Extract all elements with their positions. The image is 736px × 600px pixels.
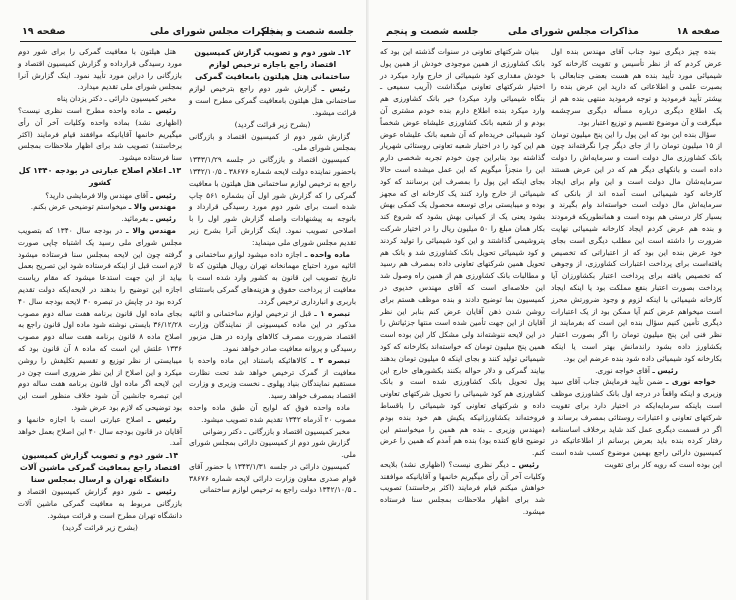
session-title: جلسه شصت و پنجم (261, 26, 354, 37)
paragraph (18, 414, 182, 449)
text: گزارش شور دوم از کمیسیون دارائی بمجلس شورای ملی. (189, 438, 356, 460)
page-number: صفحه ۱۸ (676, 26, 720, 37)
text: ماده واحده مطرح است نظری نیست؟ (اظهاری نشد) بماده واحده وکلیات آخر آن رأی میگیریم خانمها آقایانیکه موافقند قیام فرمایند (اکثر برخاستند) تصویب شد برای اظهار ملاحظات بمجلس سنا فرستاده میشود. (18, 105, 182, 163)
text: (بشرح زیر قرائت گردید) (62, 522, 138, 532)
paragraph (189, 249, 356, 308)
text: گزارش شور دوم راجع بترخیص لوازم ساختمانی هتل هیلتون بامعافیت گمرکی مطرح است و قرائت میشود. (189, 84, 356, 117)
centered-note (18, 522, 182, 534)
speaker-label: تبصره ۱ ـ (314, 308, 351, 318)
text: مخبر کمیسیون دارائی ـ دکتر یزدان پناه (56, 94, 176, 104)
paragraph (189, 154, 356, 248)
speaker-label: ماده واحده ـ (304, 249, 350, 259)
speaker-label: رئیس ـ (150, 190, 176, 200)
paragraph (18, 190, 182, 202)
header-rule (20, 41, 356, 42)
speaker-label: تبصره ۲ ـ (311, 355, 350, 365)
text: اصلاح عبارتی است با اجازه خانمها و آقایان در قانون بودجه سال ۴۰ این اصلاح بعمل خواهد آمد. (18, 414, 183, 448)
text: کالاهائیکه باستناد این ماده واحده با معافیت از گمرک ترخیص خواهد شد تحت نظارت مستقیم نمایندگان بنیاد پهلوی ـ نخست وزیری و وزارت اقتصاد بمصرف خواهد رسید. (189, 355, 356, 401)
paragraph (189, 426, 356, 438)
text: ماده واحده فوق که لوایح آن طبق ماده واحده مصوب ۲۰ آذرماه ۱۳۴۲ تقدیم شده تصویب میشود. (189, 402, 356, 424)
paragraph (18, 201, 182, 213)
text: اجازه داده میشود لوازم ساختمانی و اثاثیه مورد احتیاج مهمانخانه تهران رویال هیلتون که تا تاریخ تصویب این قانون به کشور وارد شده است با معافیت از پرداخت حقوق و هزینه‌های گمرکی باستثنای باربری و انبارداری ترخیص گردد. (189, 249, 356, 306)
header-rule (382, 41, 722, 42)
paragraph (18, 93, 182, 105)
text: در بودجه سال ۱۳۴۰ که بتصویب مجلس شورای ملی رسید یک اشتباه چاپی صورت گرفته چون این لایحه بمجلس سنا فرستاده میشود لازم است قبل از اینکه فرستاده شود این تصریح بعمل بیاید از این جهت استدعا میشود که مقام ریاست اجازه این توضیح را بدهند در لایحه‌ایکه دولت تقدیم کرده بود در چاپش در تبصره ۳۰ لایحه بودجه سال ۴۰ بجای ماده اول قانون برنامه هفت ساله دوم مصوب ۳۶/۱۲/۲۸ بایستی نوشته شود ماده اول قانون راجع به اصلاح ماده ۸ قانون برنامه هفت ساله دوم مصوب ۱۳۳۶ علتش این است که ماده ۸ آن قانون بود که میبایستی از نظر توزیع و تقسیم تکلیفش را روشن میکرد و این اصلاح از این نظر ضروری است چون در این لایحه اگر ماده اول قانون برنامه هفت ساله دوم این تبصره جانشین آن شود خلاف منظور است این بود توضیحی که لازم بود عرض شود. (18, 225, 182, 412)
running-title: مذاکرات مجلس شورای ملی (508, 26, 639, 37)
paragraph (189, 437, 356, 461)
text: شور دوم گزارش کمیسیون اقتصاد و بازرگانی مربوط به معافیت گمرکی ماشین آلات دانشگاه تهران مطرح است و قرائت میشود. (18, 487, 182, 521)
text-column-right (189, 46, 356, 496)
running-title: مذاکرات مجلس شورای ملی (150, 26, 281, 37)
text: سؤال بنده این بود که این پول را این پنج میلیون تومان از ۱۵ میلیون تومان را از جای دیگر چرا نگرفته‌اند چون بانک کشاورزی مال دولت است و سرمایه‌اش را دولت داده است و بانکهای دیگر هم که در این عرض هستند سرمایه‌شان مال دولت است و این وام برای ایجاد کارخانه کود شیمیائی است آمده اند از بانکی که سرمایه‌اش مال دولت است خواسته‌اند وام بگیرند و بسیار کار درستی هم بوده است و همانطوریکه فرمودند و بنده هم عرض کردم ایجاد کارخانه شیمیائی نهایت ضرورت را داشته است این مطلب دیگری است بجای خود عرض بنده این بود که از اعتباراتی که تخصیص یافته‌است برای پرداخت اعتبارات کشاورزی، از وجوهی که تخصیص یافته برای پرداخت اعتبار بکشاورزان آیا پرداخت بصورت اعتبار بنفع مملکت بود یا اینکه ایجاد کارخانه شیمیائی با اینکه لزوم و وجود ضرورتش محرز است میخواهم عرض کنم آیا ممکن بود از یک اعتبارات دیگری تأمین کنیم سؤال بنده این است که بفرمایند از نظر فنی این پنج میلیون تومان را اگر بصورت اعتبار بکشاورز داده بشود راندمانش بهتر است یا اینکه بکارخانه کود شیمیائی داده شود بنده عرضم این بود. (551, 129, 722, 363)
paragraph (18, 225, 182, 414)
paragraph (380, 459, 545, 518)
text: ۱۳ـ اعلام اصلاح عبارتی در بودجه ۱۳۴۰ کل کشور (18, 165, 182, 187)
paragraph (551, 129, 722, 365)
speaker-label: رئیس ـ (652, 365, 678, 375)
section-heading (189, 47, 356, 82)
text-column-right (551, 46, 722, 471)
speaker-label: رئیس ـ (147, 487, 176, 497)
centered-note (551, 365, 722, 377)
paragraph (189, 131, 356, 155)
text: کمیسیون دارائی در جلسه ۱۳۴۳/۱/۳۱ با حضور آقای قوام صدری معاون وزارت دارائی لایحه شماره ۳۸۶۷۶ ـ ۱۳۴۲/۱۰/۵ دولت راجع به ترخیص لوازم ساختمانی (189, 461, 356, 495)
paragraph (189, 355, 356, 402)
paragraph (18, 105, 182, 164)
text: قبل از ترخیص لوازم ساختمانی و اثاثیه مذکور در این ماده کمیسیونی از نمایندگان وزارت اقتصاد ضرورت مصرف کالاهای وارده در هتل مزبور رسیدگی و پروانه معافیت صادر خواهد نمود. (189, 308, 356, 353)
speaker-label: رئیس ـ (150, 214, 176, 224)
paragraph (380, 46, 545, 459)
text: هتل هیلتون با معافیت گمرکی را برای شور دوم مورد رسیدگی قرارداده و گزارش کمیسیون اقتصاد و بازرگانی را دراین مورد تأیید نمود. اینک گزارش آنرا بمجلس شورای ملی تقدیم میدارد. (18, 47, 182, 92)
text: کمیسیون اقتصاد و بازرگانی در جلسه ۱۳۴۳/۱/۲۹ باحضور نماینده دولت لایحه شماره ۳۸۶۷۶ ـ ۱۳۴۲/۱۰/۵ راجع به ترخیص لوازم ساختمانی هتل هیلتون با معافیت گمرکی را که گزارش شور اول آن بشماره ۵۶۱ چاپ شده است برای شور دوم مورد رسیدگی قرارداد و باتوجه به پیشنهادات واصله گزارش شور اول را با اصلاحی تصویب نمود. اینک گزارش آنرا بشرح زیر تقدیم مجلس شورای ملی مینماید: (189, 155, 356, 247)
text: آقای مهندس والا فرمایشی دارید؟ (45, 190, 149, 200)
text: دیگر نظری نیست؟ (اظهاری نشد) بلایحه وکلیات آخر آن رأی میگیریم خانمها و آقایانیکه موافقند خواهش میکنم قیام فرمایند (اکثر برخاستند) تصویب شد برای اظهار ملاحظات بمجلس سنا فرستاده میشود. (380, 459, 545, 517)
speaker-label: رئیس ـ (148, 414, 176, 424)
session-title: جلسه شصت و پنجم (386, 26, 479, 37)
paragraph (18, 486, 182, 521)
speaker-label: مهندس والا ـ (125, 225, 176, 235)
text: بنده چیز دیگری نبود جناب آقای مهندس بنده اول عرض کردم که از نظر تأسیس و تقویت کارخانه کود شیمیائی مورد تأیید بنده هم هست بعضی جنابعالی با بصیرت علمی و اطلاعاتی که دارید این عرض بنده را بیشتر تأیید فرمودید و توجه فرمودید منتهی بنده هم از یک اطلاع دیگری درباره مسأله دیگری سرچشمه میگرفت و آن موضوع تقسیم و توزیع اعتبار بود. (551, 47, 722, 127)
paragraph (189, 461, 356, 496)
text: ۱۲ـ شور دوم و تصویب گزارش کمیسیون اقتصاد راجع باجازه ترخیص لوازم ساختمانی هتل هیلتون بامعافیت گمرکی (194, 48, 351, 81)
text: آقای خواجه نوری. (595, 365, 650, 375)
page-18 (368, 0, 736, 600)
section-heading (18, 450, 182, 485)
text: بفرمائید. (121, 214, 149, 224)
text: (بشرح زیر قرائت گردید) (234, 119, 311, 129)
speaker-label: رئیس ـ (512, 459, 540, 469)
speaker-label: مهندس والا ـ (128, 202, 176, 212)
text: ضمن تأیید فرمایش جناب آقای سید وزیری و اینکه واقعاً در درجه اول بانک کشاورزی موظف است باینکه سرمایه‌ایکه در اختیار دارد برای تقویت شرکتهای تعاونی و اعتبارات روستائی بمصرف برساند و اگر در قسمت دیگری عمل کند شاید برخلاف اساسنامه رفتار کرده بنده باید بعرض برسانم از اطلاعاتیکه در کمیسیون دارائی راجع بهمین موضوع کسب شده است این بوده است که رویه کار برای تقویت (551, 377, 722, 469)
section-heading (18, 165, 182, 189)
text: بنیان شرکتهای تعاونی در سنوات گذشته این بود که بانک کشاورزی از همین موجودی خودش از همین پول خودش مقداری کود شیمیائی از خارج وارد میکرد در اختیار شرکتهای تعاونی میگذاشت (آریب سمیعی ـ بنگاه شیمیائی وارد میکرد) خیر بانک کشاورزی هم وارد میکرد بنده اطلاع دارم بنده خودم مشتری آن بودم و از شعبه بانک کشاورزی علیشاه عوض شخصاً کود شیمیائی خریده‌ام که آن شعبه بانک علیشاه عوض هم این کود را در اختیار شعبه تعاونی روستائی شهریار گذاشته بود بنابراین چون خودم تجربه شخصی دارم این را منجزاً میگویم که این عمل میشده است حالا بجای اینکه این پول را بمصرف این برسانند که کود شیمیائی از خارج وارد کنند یک کارخانه ای که مجهز بوده و میبایستی برای توسعه محصول یک کمکی بهش بشود یعنی یک از کمپانی بهش بشود که شروع کند بکار همان مبلغ را ۵۰ میلیون ریال را در اختیار شرکت پتروشیمی گذاشتند و این کود شیمیائی را تولید کردند و کود شیمیائی تحویل بانک کشاورزی شد و بانک هم تحویل همین شرکتهای تعاونی داده بمصرف هم رسید و مطالبات بانک کشاورزی هم از همین راه وصول شد این خلاصه‌ای است که آقای مهندس خدیوی در کمیسیون بما توضیح دادند و بنده موظف هستم برای روشن شدن ذهن آقایان عرض کنم بنابر این نظر آقایان از این جهت تأمین شده است منتها جزئیاتش را در این لایحه ننوشته‌اند ولی مشکل کار این بوده است همین پنج میلیون تومان که خواسته‌اند بکارخانه که کود شیمیائی تولید کنند و بجای اینکه ۵ میلیون تومان بدهند بیایند گمرکی و دلار حواله بکنند بکشورهای خارج این پول تحویل بانک کشاورزی شده است و بانک کشاورزی هم کود شیمیائی را تحویل شرکتهای تعاونی داده و شرکتهای تعاونی کود شیمیائی را باقساط فروخته‌اند بکشاورزانیکه یکیش هم خود بنده بودم (مهندس وزیری ـ بنده هم همین را میخواستم این توضیح قانع کننده بود) بنده هم آمدم که همین را عرض کنم. (380, 47, 545, 458)
paragraph (18, 46, 182, 93)
speaker-label: رئیس ـ (321, 84, 350, 94)
centered-note (189, 119, 356, 131)
paragraph (551, 46, 722, 129)
text: مخبر کمیسیون اقتصاد و بازرگانی ـ دکتر رضوانی (202, 426, 350, 436)
page-number: صفحه ۱۹ (22, 26, 66, 37)
speaker-label: رئیس ـ (148, 105, 176, 115)
paragraph (189, 308, 356, 355)
paragraph (551, 376, 722, 470)
text: گزارش شور دوم از کمیسیون اقتصاد و بازرگانی بمجلس شورای ملی. (189, 131, 356, 153)
paragraph (189, 402, 356, 426)
text: ۱۴ـ شور دوم و تصویب گزارش کمیسیون اقتصاد راجع بمعافیت گمرکی ماشین آلات دانشگاه تهران و ارسال بمجلس سنا (19, 451, 181, 484)
text-column-left (18, 46, 182, 534)
text: میخواستم توضیحی عرض بکنم. (30, 202, 127, 212)
paragraph (18, 213, 182, 225)
paragraph (189, 83, 356, 118)
text-column-left (380, 46, 545, 518)
speaker-label: خواجه نوری ـ (665, 377, 716, 387)
